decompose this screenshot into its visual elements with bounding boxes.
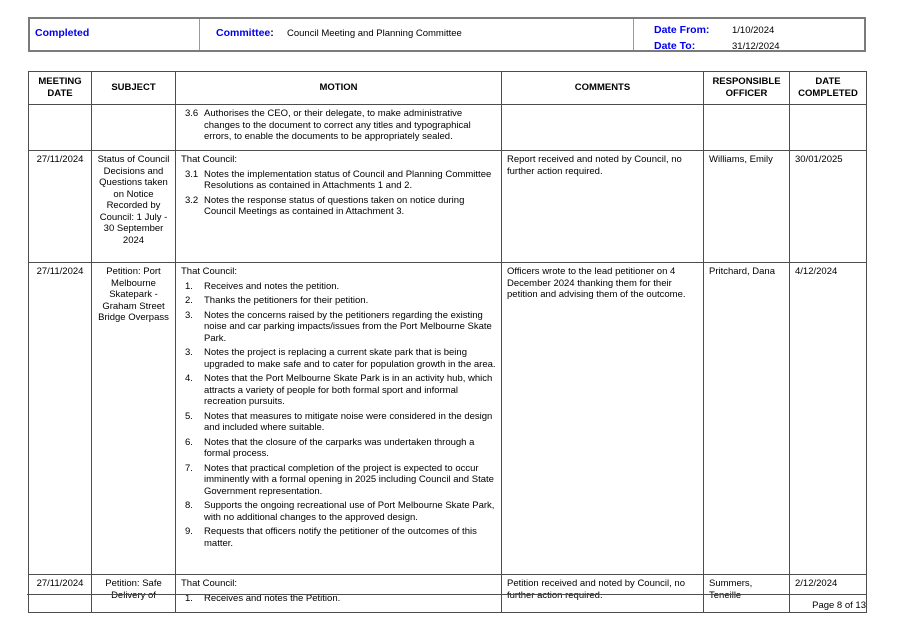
motion-item (181, 463, 496, 498)
date-completed-cell: 2/12/2024 (790, 575, 867, 613)
motion-item-number: 6. (185, 436, 193, 448)
motion-item-text: Notes the implementation status of Council and Planning Committee Resolutions as contained in Attachments 1 and 2. (204, 168, 492, 191)
motion-intro: That Council: (181, 266, 237, 277)
date-completed-cell (790, 105, 867, 151)
column-header: COMMENTS (502, 72, 704, 105)
motion-item-text: Thanks the petitioners for their petition. (204, 295, 369, 306)
date-completed-cell: 4/12/2024 (790, 263, 867, 575)
motion-item-number: 3.1 (185, 168, 199, 180)
motion-item (181, 373, 496, 408)
motion-item-number: 5. (185, 410, 193, 422)
comments-cell: Petition received and noted by Council, no further action required. (502, 575, 704, 613)
table-row (29, 263, 867, 575)
motion-item-number: 4. (185, 373, 193, 384)
motion-item-number: 1. (185, 592, 193, 604)
meeting-date-cell: 27/11/2024 (29, 263, 92, 575)
column-header: RESPONSIBLE OFFICER (704, 72, 790, 105)
column-header: DATE COMPLETED (790, 72, 867, 105)
motion-item-text: Receives and notes the petition. (204, 280, 340, 292)
motion-intro: That Council: (181, 154, 237, 165)
resolutions-table (28, 71, 867, 613)
motion-item (181, 437, 496, 460)
motion-item-number: 2. (185, 295, 193, 306)
meeting-date-cell: 27/11/2024 (29, 151, 92, 263)
motion-item-text: Notes the project is replacing a current skate park that is being upgraded to make safe and to cater for population growth in the area. (204, 347, 496, 370)
motion-item (181, 169, 496, 192)
meeting-date-cell (29, 105, 92, 151)
date-range-cell (634, 19, 864, 50)
motion-item (181, 108, 496, 143)
responsible-officer-cell (704, 105, 790, 151)
table-row (29, 105, 867, 151)
responsible-officer-cell: Pritchard, Dana (704, 263, 790, 575)
table-row (29, 151, 867, 263)
subject-cell (92, 105, 176, 151)
report-filter-bar (28, 17, 866, 52)
motion-item-number: 1. (185, 280, 193, 292)
status-completed-label: Completed (35, 27, 90, 39)
committee-label-wrap (216, 23, 287, 41)
motion-item-number: 7. (185, 462, 193, 474)
motion-cell (176, 151, 502, 263)
motion-item-text: Notes that the Port Melbourne Skate Park is in an activity hub, which attracts a variety of people for both formal sport and informal recreation pursuits. (204, 373, 493, 407)
motion-item (181, 411, 496, 434)
motion-item-text: Notes the concerns raised by the petitioners regarding the existing noise and car parking impacts/issues from the Port Melbourne Skate Park. (204, 309, 492, 344)
motion-item (181, 500, 496, 523)
motion-item-number: 3.6 (185, 108, 199, 119)
subject-cell: Status of Council Decisions and Questions taken on Notice Recorded by Council: 1 July - 30 September 2024 (92, 151, 176, 263)
motion-item-number: 3. (185, 347, 193, 358)
date-to-label: Date To: (654, 40, 696, 52)
motion-item-number: 3. (185, 309, 193, 321)
column-header: SUBJECT (92, 72, 176, 105)
comments-cell: Officers wrote to the lead petitioner on 4 December 2024 thanking them for their petition and advising them of the outcome. (502, 263, 704, 575)
subject-cell: Petition: Safe Delivery of (92, 575, 176, 613)
motion-item (181, 281, 496, 293)
motion-intro: That Council: (181, 578, 237, 589)
responsible-officer-cell: Summers, Teneille (704, 575, 790, 613)
meeting-date-cell: 27/11/2024 (29, 575, 92, 613)
motion-item (181, 310, 496, 345)
motion-item-text: Authorises the CEO, or their delegate, to make administrative changes to the document to correct any titles and typographical errors, to enable the documents to be appropriately sealed. (204, 108, 471, 142)
motion-item-number: 9. (185, 526, 193, 537)
date-from-value: 1/10/2024 (732, 25, 775, 36)
motion-cell (176, 105, 502, 151)
date-from-row (654, 22, 864, 36)
committee-label: Committee (216, 27, 271, 39)
date-from-label: Date From: (654, 24, 710, 36)
committee-colon: : (270, 27, 274, 39)
comments-cell (502, 105, 704, 151)
motion-item-text: Requests that officers notify the petitioner of the outcomes of this matter. (204, 526, 477, 549)
comments-cell: Report received and noted by Council, no further action required. (502, 151, 704, 263)
page-number: Page 8 of 13 (812, 600, 866, 611)
motion-item-text: Notes that the closure of the carparks was undertaken through a formal process. (204, 436, 475, 459)
motion-item-text: Supports the ongoing recreational use of Port Melbourne Skate Park, with no additional changes to the approved design. (204, 500, 495, 523)
motion-item (181, 295, 496, 307)
motion-item-number: 3.2 (185, 194, 199, 206)
motion-cell (176, 263, 502, 575)
committee-cell (200, 19, 634, 50)
motion-item (181, 195, 496, 218)
motion-item (181, 526, 496, 549)
motion-item-text: Receives and notes the Petition. (204, 592, 341, 604)
motion-item (181, 347, 496, 370)
responsible-officer-cell: Williams, Emily (704, 151, 790, 263)
table-header-row (29, 72, 867, 105)
column-header: MOTION (176, 72, 502, 105)
motion-item-number: 8. (185, 500, 193, 511)
committee-value: Council Meeting and Planning Committee (287, 28, 462, 39)
column-header: MEETING DATE (29, 72, 92, 105)
date-to-row (654, 38, 864, 52)
motion-item-text: Notes the response status of questions taken on notice during Council Meetings as contained in Attachment 3. (204, 194, 465, 217)
status-cell (30, 19, 200, 50)
footer-divider (27, 594, 866, 595)
motion-item-text: Notes that measures to mitigate noise were considered in the design and included where suitable. (204, 410, 493, 433)
motion-item-text: Notes that practical completion of the project is expected to occur imminently with a formal opening in 2025 including Council and State Government representation. (204, 462, 494, 497)
date-completed-cell: 30/01/2025 (790, 151, 867, 263)
subject-cell: Petition: Port Melbourne Skatepark - Graham Street Bridge Overpass (92, 263, 176, 575)
date-to-value: 31/12/2024 (732, 41, 780, 52)
